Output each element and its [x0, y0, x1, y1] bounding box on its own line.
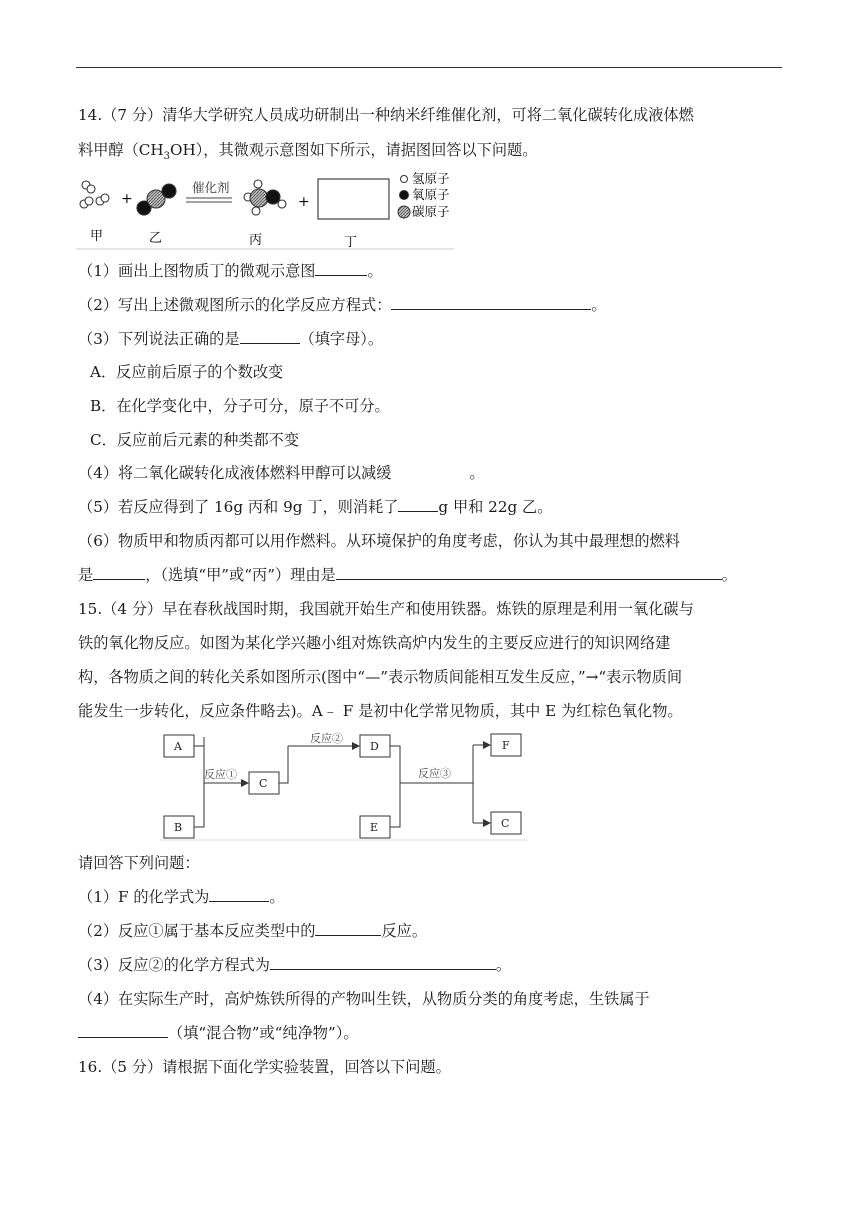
q14-part6-cont: 是 ，（选填“甲”或“丙”）理由是 。 — [78, 566, 737, 584]
node-d: D — [370, 740, 379, 753]
svg-text:+: + — [298, 194, 310, 210]
q14-option-c: C．反应前后元素的种类都不变 — [90, 431, 300, 449]
q14-part4: （4）将二氧化碳转化成液体燃料甲醇可以减缓 。 — [78, 464, 485, 482]
q15-reaction-diagram — [160, 728, 530, 842]
reaction-3-label: 反应③ — [418, 767, 451, 780]
q15-ask: 请回答下列问题： — [78, 854, 200, 872]
q14-part5: （5）若反应得到了 16g 丙和 9g 丁，则消耗了 g 甲和 22g 乙。 — [78, 498, 553, 516]
q14-part3: （3）下列说法正确的是 （填字母）。 — [78, 330, 384, 348]
q15-part3: （3）反应②的化学方程式为 。 — [78, 956, 512, 974]
q15-part1: （1）F 的化学式为 。 — [78, 888, 285, 906]
node-a: A — [174, 740, 182, 753]
reaction-2-label: 反应② — [310, 732, 343, 745]
q15-part4-cont: （填“混合物”或“纯净物”）。 — [78, 1022, 359, 1044]
svg-text:氧原子: 氧原子 — [412, 187, 450, 202]
q15-text-4: 能发生一步转化，反应条件略去)。A﹣ F 是初中化学常见物质，其中 E 为红棕色氧化物。 — [78, 702, 683, 720]
q14-option-b: B．在化学变化中，分子可分，原子不可分。 — [90, 397, 390, 415]
molecule-yi — [137, 184, 176, 215]
q15-heading: 15.（4 分）早在春秋战国时期，我国就开始生产和使用铁器。炼铁的原理是利用一氧化碳与 — [78, 600, 694, 618]
q16-heading: 16.（5 分）请根据下面化学实验装置，回答以下问题。 — [78, 1058, 451, 1076]
q14-part6: （6）物质甲和物质丙都可以用作燃料。从环境保护的角度考虑，你认为其中最理想的燃料 — [78, 532, 680, 550]
q15-text-2: 铁的氧化物反应。如图为某化学兴趣小组对炼铁高炉内发生的主要反应进行的知识网络建 — [78, 634, 671, 652]
q15-part4: （4）在实际生产时，高炉炼铁所得的产物叫生铁，从物质分类的角度考虑，生铁属于 — [78, 990, 650, 1008]
node-c: C — [259, 777, 268, 790]
catalyst-label: 催化剂 — [192, 180, 230, 195]
node-f: F — [502, 739, 510, 752]
label-yi: 乙 — [149, 231, 163, 246]
q14-part1: （1）画出上图物质丁的微观示意图 。 — [78, 262, 383, 280]
label-ding: 丁 — [344, 235, 358, 250]
q14-part2: （2）写出上述微观图所示的化学反应方程式： 。 — [78, 296, 607, 314]
molecule-ding-box — [318, 179, 389, 219]
q14-heading-cont: 料甲醇$(CH_3OH)$，其微观示意图如下所示，请据图回答以下问题。 — [78, 141, 538, 163]
molecule-jia — [80, 181, 109, 208]
svg-text:碳原子: 碳原子 — [412, 204, 450, 219]
label-jia: 甲 — [90, 229, 104, 244]
node-c2: C — [501, 817, 510, 830]
node-e: E — [370, 821, 379, 834]
q14-option-a: A．反应前后原子的个数改变 — [90, 363, 284, 381]
label-bing: 丙 — [249, 233, 263, 248]
legend — [398, 171, 450, 219]
q14-heading: 14.（7 分）清华大学研究人员成功研制出一种纳米纤维催化剂，可将二氧化碳转化成液体燃 — [78, 106, 694, 124]
header-rule — [76, 67, 782, 68]
node-b: B — [174, 821, 183, 834]
q15-text-3: 构，各物质之间的转化关系如图所示(图中“—”表示物质间能相互发生反应，”→“表示物质间 — [78, 668, 683, 686]
plus-sign: + — [121, 191, 133, 207]
molecule-bing — [244, 180, 286, 215]
svg-text:氢原子: 氢原子 — [412, 171, 450, 186]
q15-part2: （2）反应①属于基本反应类型中的 反应。 — [78, 922, 428, 940]
reaction-1-label: 反应① — [204, 768, 237, 781]
q14-molecule-figure — [76, 170, 456, 252]
